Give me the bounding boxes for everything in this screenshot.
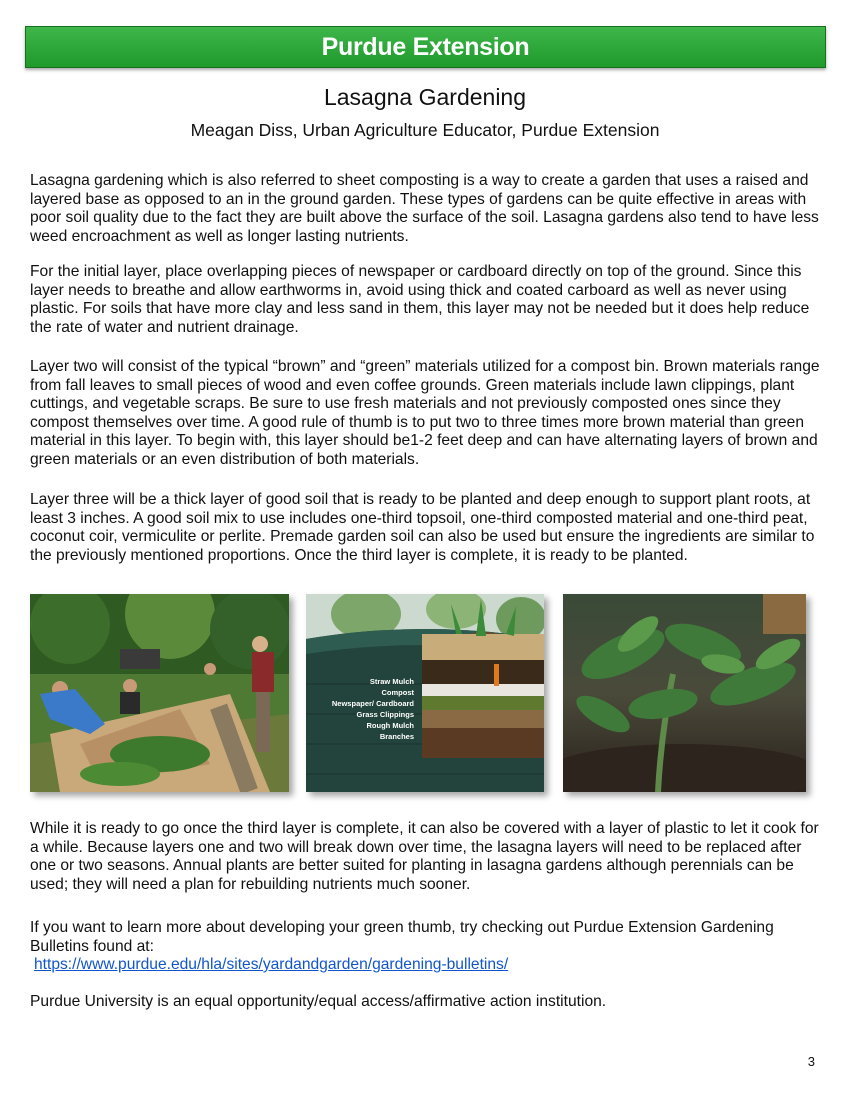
diagram-label-straw-mulch: Straw Mulch (369, 677, 414, 686)
page-title: Lasagna Gardening (323, 84, 527, 110)
lasagna-layers-diagram (306, 594, 544, 792)
paragraph-maintenance: While it is ready to go once the third layer is complete, it can also be covered with a layer of plastic to let it cook for a while. Because layers one and two will break down over time, the lasagna layers will need to be replaced after one or two seasons. Annual plants are better suited for planting in lasagna gardens although perennials can be used; they will need a plan for rebuilding nutrients much sooner. (30, 820, 819, 893)
banner-title: Purdue Extension (321, 32, 530, 61)
gardening-bulletins-link[interactable]: https://www.purdue.edu/hla/sites/yardandgarden/gardening-bulletins/ (34, 956, 509, 973)
equal-opportunity-statement: Purdue University is an equal opportunity/equal access/affirmative action institution. (30, 993, 607, 1010)
paragraph-layer-two: Layer two will consist of the typical “brown” and “green” materials utilized for a compost bin. Brown materials range from fall leaves to small pieces of wood and even coffee grounds. Green materials include lawn clippings, plant cuttings, and vegetable scraps. Be sure to use fresh materials and not previously composted ones since they compost themselves over time. A good rule of thumb is to put two to three times more brown material than green material in this layer. To begin with, this layer should be1-2 feet deep and can have alternating layers of brown and green materials or an even distribution of both materials. (30, 358, 820, 468)
byline: Meagan Diss, Urban Agriculture Educator, Purdue Extension (190, 120, 660, 140)
diagram-label-grass: Grass Clippings (356, 710, 414, 719)
paragraph-intro: Lasagna gardening which is also referred to sheet composting is a way to create a garden that uses a raised and layered base as opposed to an in the ground garden. These types of gardens can be quite effective in areas with poor soil quality due to the fact they are built above the surface of the soil. Lasagna gardens also tend to have less weed encroachment as well as longer lasting nutrients. (30, 172, 819, 245)
paragraph-learn-more: If you want to learn more about developing your green thumb, try checking out Purdue Extension Gardening Bulletins found at: (30, 919, 774, 955)
diagram-label-newspaper: Newspaper/ Cardboard (331, 699, 414, 708)
page-number: 3 (807, 1054, 815, 1069)
paragraph-layer-one: For the initial layer, place overlapping pieces of newspaper or cardboard directly on top of the ground. Since this layer needs to breathe and allow earthworms in, avoid using thick and coated carboard as well as never using plastic. For soils that have more clay and less sand in them, this layer may not be needed but it does help reduce the rate of water and nutrient drainage. (30, 263, 810, 336)
header-banner (25, 26, 826, 68)
diagram-label-compost: Compost (381, 688, 414, 697)
garden-building-photo (30, 594, 289, 792)
diagram-label-rough-mulch: Rough Mulch (366, 721, 414, 730)
diagram-label-branches: Branches (379, 732, 414, 741)
tomato-seedling-photo (563, 594, 806, 792)
paragraph-layer-three: Layer three will be a thick layer of good soil that is ready to be planted and deep enough to support plant roots, at least 3 inches. A good soil mix to use includes one-third topsoil, one-third composted material and one-third peat, coconut coir, vermiculite or perlite. Premade garden soil can also be used but ensure the ingredients are similar to the previously mentioned proportions. Once the third layer is complete, it is ready to be planted. (30, 491, 815, 564)
